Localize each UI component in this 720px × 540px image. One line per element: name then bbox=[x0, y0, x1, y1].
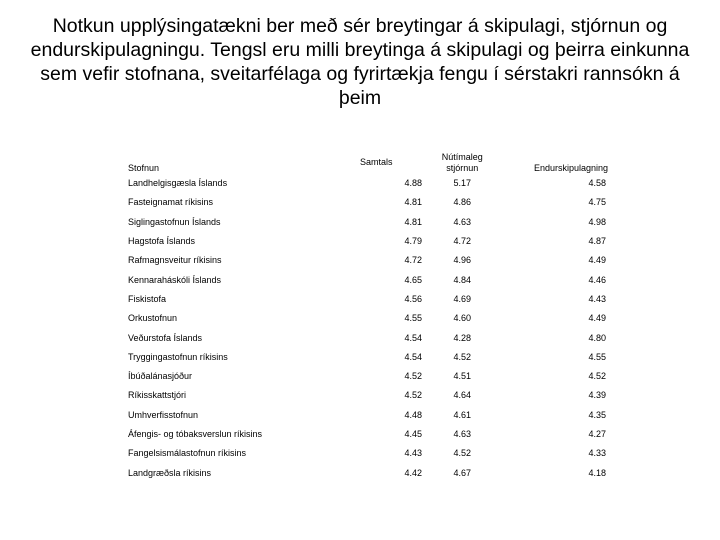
table-row bbox=[128, 328, 608, 347]
reorganization-score-cell: 4.49 bbox=[588, 255, 606, 266]
institution-name-cell: Hagstofa Íslands bbox=[128, 236, 196, 247]
reorganization-score-cell: 4.80 bbox=[588, 332, 606, 343]
reorganization-score-cell: 4.87 bbox=[588, 236, 606, 247]
total-score-cell: 4.55 bbox=[404, 313, 423, 324]
table-row bbox=[128, 425, 608, 444]
reorganization-score-cell: 4.58 bbox=[588, 178, 606, 189]
header-modern-line2: stjórnun bbox=[446, 163, 479, 173]
reorganization-score-cell: 4.55 bbox=[588, 351, 606, 362]
modern-management-score-cell: 4.52 bbox=[453, 448, 471, 459]
modern-management-score-cell: 4.52 bbox=[453, 351, 471, 362]
institution-name-cell: Veðurstofa Íslands bbox=[128, 332, 203, 343]
modern-management-score-cell: 5.17 bbox=[453, 178, 471, 189]
header-total-label: Samtals bbox=[360, 157, 393, 167]
table-row bbox=[128, 213, 608, 232]
institution-name-cell: Fasteignamat ríkisins bbox=[128, 197, 214, 208]
table-row bbox=[128, 193, 608, 212]
modern-management-score-cell: 4.84 bbox=[453, 274, 471, 285]
total-score-cell: 4.81 bbox=[404, 216, 423, 227]
total-score-cell: 4.56 bbox=[404, 293, 423, 304]
institution-name-cell: Landhelgisgæsla Íslands bbox=[128, 178, 228, 189]
institution-name-cell: Umhverfisstofnun bbox=[128, 409, 199, 420]
total-score-cell: 4.88 bbox=[404, 178, 423, 189]
institution-name-cell: Ríkisskattstjóri bbox=[128, 390, 187, 401]
institution-name-cell: Fangelsismálastofnun ríkisins bbox=[128, 448, 247, 459]
reorganization-score-cell: 4.52 bbox=[588, 371, 606, 382]
table-row bbox=[128, 367, 608, 386]
ratings-table bbox=[128, 138, 608, 483]
table-row bbox=[128, 348, 608, 367]
table-row bbox=[128, 251, 608, 270]
modern-management-score-cell: 4.63 bbox=[453, 216, 471, 227]
reorganization-score-cell: 4.75 bbox=[588, 197, 606, 208]
header-institution bbox=[128, 138, 382, 174]
table-row bbox=[128, 270, 608, 289]
header-reorganization-label: Endurskipulagning bbox=[533, 163, 608, 173]
institution-name-cell: Íbúðalánasjóður bbox=[128, 371, 193, 382]
table-row bbox=[128, 444, 608, 463]
table-body bbox=[128, 174, 608, 483]
reorganization-score-cell: 4.35 bbox=[588, 409, 606, 420]
modern-management-score-cell: 4.61 bbox=[453, 409, 471, 420]
total-score-cell: 4.79 bbox=[404, 236, 423, 247]
total-score-cell: 4.54 bbox=[404, 332, 423, 343]
reorganization-score-cell: 4.33 bbox=[588, 448, 606, 459]
total-score-cell: 4.48 bbox=[404, 409, 423, 420]
slide-title: Notkun upplýsingatækni ber með sér breytingar á skipulagi, stjórnun og endurskipulagningu. Tengsl eru milli breytinga á skipulagi og þeirra einkunna sem vefir stofnana, sveitarfélaga og fyrirtækja fengu í sérstakri rannsókn á þeim bbox=[30, 15, 690, 109]
header-modern-management bbox=[426, 138, 498, 174]
total-score-cell: 4.43 bbox=[404, 448, 423, 459]
reorganization-score-cell: 4.98 bbox=[588, 216, 606, 227]
institution-name-cell: Áfengis- og tóbaksverslun ríkisins bbox=[128, 429, 263, 439]
header-reorganization bbox=[498, 138, 608, 174]
table-row bbox=[128, 309, 608, 328]
table-row bbox=[128, 406, 608, 425]
total-score-cell: 4.72 bbox=[404, 255, 423, 266]
reorganization-score-cell: 4.46 bbox=[588, 274, 606, 285]
institution-name-cell: Orkustofnun bbox=[128, 313, 178, 324]
modern-management-score-cell: 4.69 bbox=[453, 293, 471, 304]
modern-management-score-cell: 4.67 bbox=[453, 467, 471, 478]
modern-management-score-cell: 4.51 bbox=[453, 371, 471, 382]
modern-management-score-cell: 4.72 bbox=[453, 236, 471, 247]
table-row bbox=[128, 463, 608, 482]
institution-name-cell: Siglingastofnun Íslands bbox=[128, 216, 221, 227]
header-modern-line1: Nútímaleg bbox=[441, 152, 483, 162]
institution-name-cell: Landgræðsla ríkisins bbox=[128, 467, 212, 478]
total-score-cell: 4.81 bbox=[404, 197, 423, 208]
modern-management-score-cell: 4.86 bbox=[453, 197, 471, 208]
total-score-cell: 4.42 bbox=[404, 467, 423, 478]
institution-name-cell: Tryggingastofnun ríkisins bbox=[128, 351, 228, 362]
table-header-row bbox=[128, 138, 608, 174]
modern-management-score-cell: 4.60 bbox=[453, 313, 471, 324]
reorganization-score-cell: 4.43 bbox=[588, 293, 606, 304]
modern-management-score-cell: 4.64 bbox=[453, 390, 471, 401]
total-score-cell: 4.45 bbox=[404, 429, 423, 439]
reorganization-score-cell: 4.49 bbox=[588, 313, 606, 324]
reorganization-score-cell: 4.39 bbox=[588, 390, 606, 401]
modern-management-score-cell: 4.96 bbox=[453, 255, 471, 266]
total-score-cell: 4.52 bbox=[404, 390, 423, 401]
modern-management-score-cell: 4.28 bbox=[453, 332, 471, 343]
table-row bbox=[128, 386, 608, 405]
total-score-cell: 4.54 bbox=[404, 351, 423, 362]
header-institution-label: Stofnun bbox=[128, 163, 160, 173]
institution-name-cell: Rafmagnsveitur ríkisins bbox=[128, 255, 222, 266]
header-total bbox=[382, 138, 426, 174]
institution-name-cell: Fiskistofa bbox=[128, 293, 167, 304]
total-score-cell: 4.65 bbox=[404, 274, 423, 285]
total-score-cell: 4.52 bbox=[404, 371, 423, 382]
reorganization-score-cell: 4.27 bbox=[588, 429, 606, 439]
table-row bbox=[128, 232, 608, 251]
reorganization-score-cell: 4.18 bbox=[588, 467, 606, 478]
modern-management-score-cell: 4.63 bbox=[453, 429, 471, 439]
table-row bbox=[128, 290, 608, 309]
table-row bbox=[128, 174, 608, 193]
institution-name-cell: Kennaraháskóli Íslands bbox=[128, 274, 222, 285]
